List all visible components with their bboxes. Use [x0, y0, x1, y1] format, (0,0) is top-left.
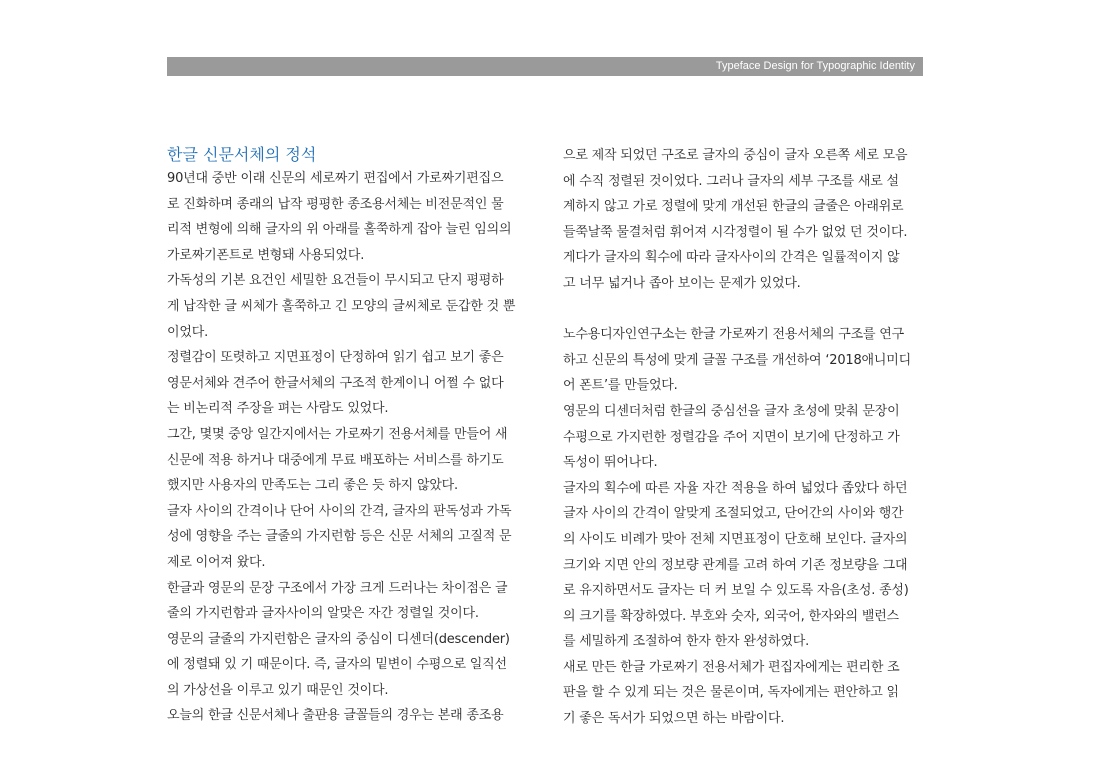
- text-line: 하고 신문의 특성에 맞게 글꼴 구조를 개선하여 ‘2018애니미디: [563, 352, 911, 368]
- text-line: 영문서체와 견주어 한글서체의 구조적 한계이니 어쩔 수 없다: [167, 375, 504, 391]
- text-line: 리적 변형에 의해 글자의 위 아래를 홀쭉하게 잡아 늘린 임의의: [167, 222, 512, 238]
- text-line: 에 정렬돼 있 기 때문이다. 즉, 글자의 밑변이 수평으로 일직선: [167, 657, 507, 673]
- text-line: 으로 제작 되었던 구조로 글자의 중심이 글자 오른쪽 세로 모음: [563, 148, 908, 163]
- left-column: [167, 143, 539, 729]
- paragraph-gap: [563, 297, 935, 323]
- text-line: 글자의 획수에 따른 자율 자간 적용을 하여 넓었다 좁았다 하던: [563, 480, 908, 496]
- text-line: 성에 영향을 주는 글줄의 가지런함 등은 신문 서체의 고질적 문: [167, 529, 512, 545]
- text-line: 오늘의 한글 신문서체나 출판용 글꼴들의 경우는 본래 종조용: [167, 708, 504, 724]
- text-line: 어 폰트’를 만들었다.: [563, 378, 678, 394]
- text-line: 글자 사이의 간격이나 단어 사이의 간격, 글자의 판독성과 가독: [167, 503, 512, 519]
- header-title: Typeface Design for Typographic Identity: [715, 60, 915, 72]
- right-body-text-1: [563, 143, 935, 297]
- text-line: 제로 이어져 왔다.: [167, 554, 266, 570]
- text-line: 판을 할 수 있게 되는 것은 물론이며, 독자에게는 편안하고 읽: [563, 685, 899, 701]
- header-bar: [167, 57, 923, 76]
- text-line: 수평으로 가지런한 정렬감을 주어 지면이 보기에 단정하고 가: [563, 429, 900, 445]
- right-body-text-2: [563, 322, 935, 732]
- text-line: 이었다.: [167, 324, 209, 340]
- section-heading: 한글 신문서체의 정석: [167, 145, 317, 164]
- text-line: 글자 사이의 간격이 알맞게 조절되었고, 단어간의 사이와 행간: [563, 506, 904, 522]
- text-line: 새로 만든 한글 가로짜기 전용서체가 편집자에게는 편리한 조: [563, 659, 900, 675]
- text-line: 크기와 지면 안의 정보량 관계를 고려 하여 기존 정보량을 그대: [563, 557, 908, 573]
- text-line: 의 가상선을 이루고 있기 때문인 것이다.: [167, 682, 389, 698]
- text-line: 독성이 뛰어나다.: [563, 455, 658, 471]
- text-line: 계하지 않고 가로 정렬에 맞게 개선된 한글의 글줄은 아래위로: [563, 199, 904, 215]
- text-line: 를 세밀하게 조절하여 한자 한자 완성하였다.: [563, 634, 810, 650]
- left-body-text: [167, 166, 539, 729]
- text-line: 들쭉날쭉 물결처럼 휘어져 시각정렬이 될 수가 없었 던 것이다.: [563, 224, 908, 240]
- text-line: 영문의 글줄의 가지런함은 글자의 중심이 디센더(descender): [167, 631, 510, 647]
- text-line: 로 유지하면서도 글자는 더 커 보일 수 있도록 자음(초성. 종성): [563, 583, 909, 599]
- text-line: 신문에 적용 하거나 대중에게 무료 배포하는 서비스를 하기도: [167, 452, 504, 468]
- text-line: 기 좋은 독서가 되었으면 하는 바람이다.: [563, 711, 785, 727]
- text-line: 줄의 가지런함과 글자사이의 알맞은 자간 정렬일 것이다.: [167, 606, 479, 622]
- text-line: 정렬감이 또렷하고 지면표정이 단정하여 읽기 쉽고 보기 좋은: [167, 350, 504, 366]
- text-line: 의 크기를 확장하였다. 부호와 숫자, 외국어, 한자와의 밸런스: [563, 608, 899, 624]
- text-line: 로 진화하며 종래의 납작 평평한 종조용서체는 비전문적인 물: [167, 196, 504, 212]
- text-line: 영문의 디센더처럼 한글의 중심선을 글자 초성에 맞춰 문장이: [563, 403, 900, 419]
- text-line: 그간, 몇몇 중앙 일간지에서는 가로짜기 전용서체를 만들어 새: [167, 426, 508, 442]
- text-line: 에 수직 정렬된 것이었다. 그러나 글자의 세부 구조를 새로 설: [563, 173, 899, 189]
- right-column: [563, 143, 935, 732]
- text-line: 가로짜기폰트로 변형돼 사용되었다.: [167, 247, 365, 263]
- text-line: 게다가 글자의 획수에 따라 글자사이의 간격은 일률적이지 않: [563, 250, 900, 266]
- text-line: 고 너무 넓거나 좁아 보이는 문제가 있었다.: [563, 275, 801, 291]
- text-line: 가독성의 기본 요건인 세밀한 요건들이 무시되고 단지 평평하: [167, 273, 504, 289]
- text-line: 의 사이도 비례가 맞아 전체 지면표정이 단호해 보인다. 글자의: [563, 531, 908, 547]
- text-line: 90년대 중반 이래 신문의 세로짜기 편집에서 가로짜기편집으: [167, 171, 504, 186]
- text-line: 노수용디자인연구소는 한글 가로짜기 전용서체의 구조를 연구: [563, 327, 904, 343]
- text-line: 했지만 사용자의 만족도는 그리 좋은 듯 하지 않았다.: [167, 478, 458, 494]
- text-line: 한글과 영문의 문장 구조에서 가장 크게 드러나는 차이점은 글: [167, 580, 508, 596]
- text-line: 는 비논리적 주장을 펴는 사람도 있었다.: [167, 401, 389, 417]
- text-line: 게 납작한 글 씨체가 홀쭉하고 긴 모양의 글씨체로 둔갑한 것 뿐: [167, 298, 516, 314]
